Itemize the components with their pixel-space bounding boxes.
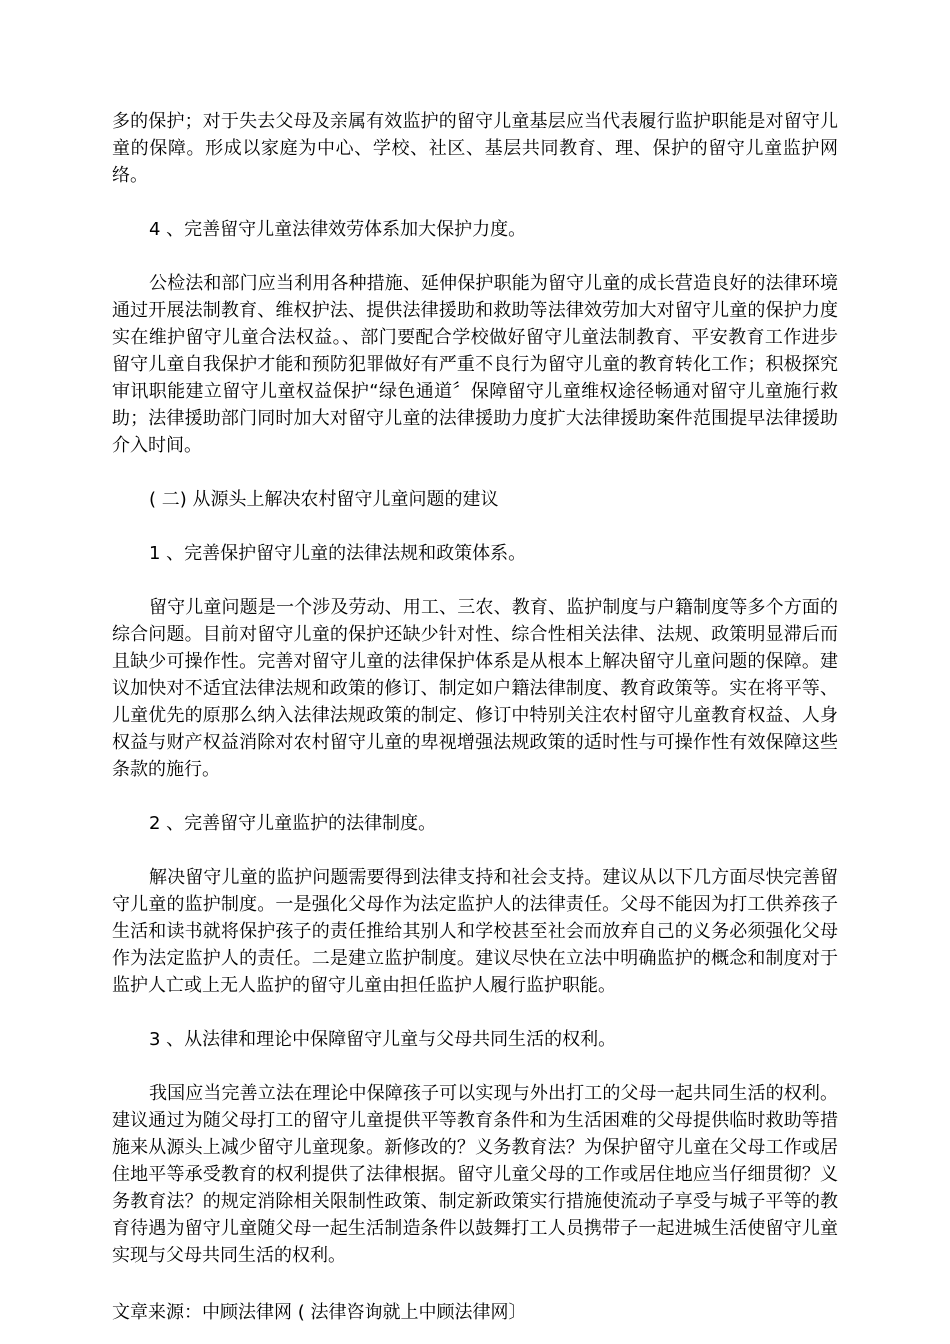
paragraph-laws-policies: 留守儿童问题是一个涉及劳动、用工、三农、教育、监护制度与户籍制度等多个方面的综合问题。目前对留守儿童的保护还缺少针对性、综合性相关法律、法规、政策明显滞后而且缺少可操作性。完善对留守儿童的法律保护体系是从根本上解决留守儿童问题的保障。建议加快对不适宜法律法规和政策的修订、制定如户籍法律制度、教育政策等。实在将平等、儿童优先的原那么纳入法律法规政策的制定、修订中特别关注农村留守儿童教育权益、人身权益与财产权益消除对农村留守儿童的卑视增强法规政策的适时性与可操作性有效保障这些条款的施行。 [112,597,838,780]
heading-guardianship-law: 2 、完善留守儿童监护的法律制度。 [149,813,437,834]
paragraph-live-with-parents: 我国应当完善立法在理论中保障孩子可以实现与外出打工的父母一起共同生活的权利。建议通过为随父母打工的留守儿童提供平等教育条件和为生活困难的父母提供临时救助等措施来从源头上减少留守儿童现象。新修改的？义务教育法？为保护留守儿童在父母工作或居住地平等承受教育的权利提供了法律根据。留守儿童父母的工作或居住地应当仔细贯彻？义务教育法？的规定消除相关限制性政策、制定新政策实行措施使流动子享受与城子平等的教育待遇为留守儿童随父母一起生活制造条件以鼓舞打工人员携带子一起进城生活使留守儿童实现与父母共同生活的权利。 [112,1083,838,1266]
paragraph-guardianship-network: 多的保护；对于失去父母及亲属有效监护的留守儿童基层应当代表履行监护职能是对留守儿童的保障。形成以家庭为中心、学校、社区、基层共同教育、理、保护的留守儿童监护网络。 [112,111,838,186]
heading-laws-policies: 1 、完善保护留守儿童的法律法规和政策体系。 [149,543,527,564]
heading-legal-service-system: 4 、完善留守儿童法律效劳体系加大保护力度。 [149,219,527,240]
paragraph-guardianship-law: 解决留守儿童的监护问题需要得到法律支持和社会支持。建议从以下几方面尽快完善留守儿童的监护制度。一是强化父母作为法定监护人的法律责任。父母不能因为打工供养孩子生活和读书就将保护孩子的责任推给其别人和学校甚至社会而放弃自己的义务必须强化父母作为法定监护人的责任。二是建立监护制度。建议尽快在立法中明确监护的概念和制度对于监护人亡或上无人监护的留守儿童由担任监护人履行监护职能。 [112,867,838,996]
paragraph-legal-service: 公检法和部门应当利用各种措施、延伸保护职能为留守儿童的成长营造良好的法律环境通过开展法制教育、维权护法、提供法律援助和救助等法律效劳加大对留守儿童的保护力度实在维护留守儿童合法权益。、部门要配合学校做好留守儿童法制教育、平安教育工作进步留守儿童自我保护才能和预防犯罪做好有严重不良行为留守儿童的教育转化工作；积极探究审讯职能建立留守儿童权益保护“绿色通道〞保障留守儿童维权途径畅通对留守儿童施行救助；法律援助部门同时加大对留守儿童的法律援助力度扩大法律援助案件范围提早法律援助介入时间。 [112,273,838,456]
article-source: 文章来源：中顾法律网 ( 法律咨询就上中顾法律网〕 [112,1302,527,1323]
section-heading-root-solutions: ( 二) 从源头上解决农村留守儿童问题的建议 [149,489,499,510]
heading-live-with-parents: 3 、从法律和理论中保障留守儿童与父母共同生活的权利。 [149,1029,617,1050]
